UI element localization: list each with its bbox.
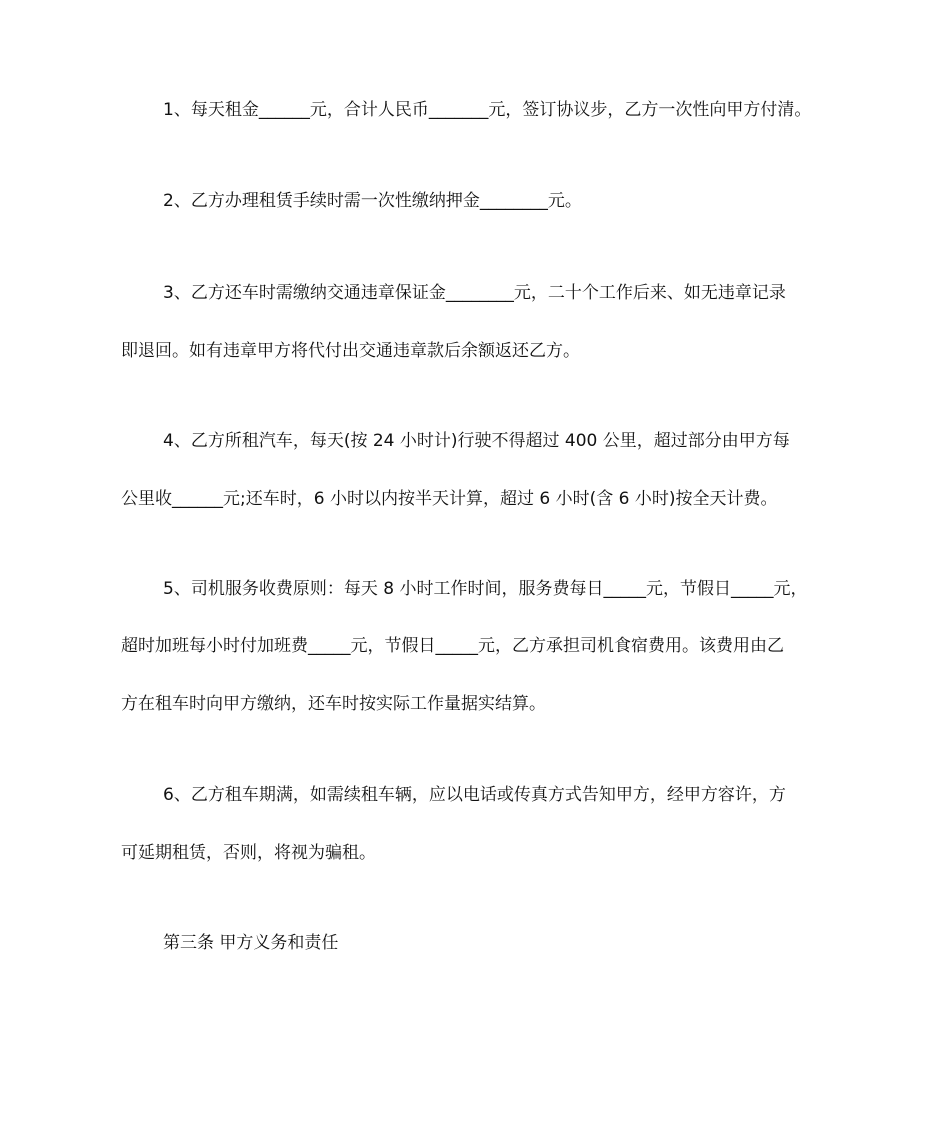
section-heading: 第三条 甲方义务和责任: [163, 933, 339, 953]
paragraph-3-line-2: 即退回。如有违章甲方将代付出交通违章款后余额返还乙方。: [121, 341, 580, 361]
paragraph-2-line-1: 2、乙方办理租赁手续时需一次性缴纳押金________元。: [163, 191, 582, 211]
paragraph-6-line-2: 可延期租赁，否则，将视为骗租。: [121, 843, 376, 863]
paragraph-5-line-2: 超时加班每小时付加班费_____元，节假日_____元，乙方承担司机食宿费用。该费用由乙: [121, 636, 784, 656]
paragraph-4-line-1: 4、乙方所租汽车，每天(按 24 小时计)行驶不得超过 400 公里，超过部分由甲方每: [163, 431, 790, 451]
paragraph-5-line-1: 5、司机服务收费原则：每天 8 小时工作时间，服务费每日_____元，节假日_____元，: [163, 579, 808, 599]
paragraph-5-line-3: 方在租车时向甲方缴纳，还车时按实际工作量据实结算。: [121, 694, 546, 714]
paragraph-4-line-2: 公里收______元;还车时，6 小时以内按半天计算，超过 6 小时(含 6 小时)按全天计费。: [121, 489, 778, 509]
paragraph-6-line-1: 6、乙方租车期满，如需续租车辆，应以电话或传真方式告知甲方，经甲方容许，方: [163, 785, 786, 805]
paragraph-1-line-1: 1、每天租金______元，合计人民币_______元，签订协议步，乙方一次性向甲方付清。: [163, 100, 812, 120]
paragraph-3-line-1: 3、乙方还车时需缴纳交通违章保证金________元，二十个工作后来、如无违章记录: [163, 283, 786, 303]
